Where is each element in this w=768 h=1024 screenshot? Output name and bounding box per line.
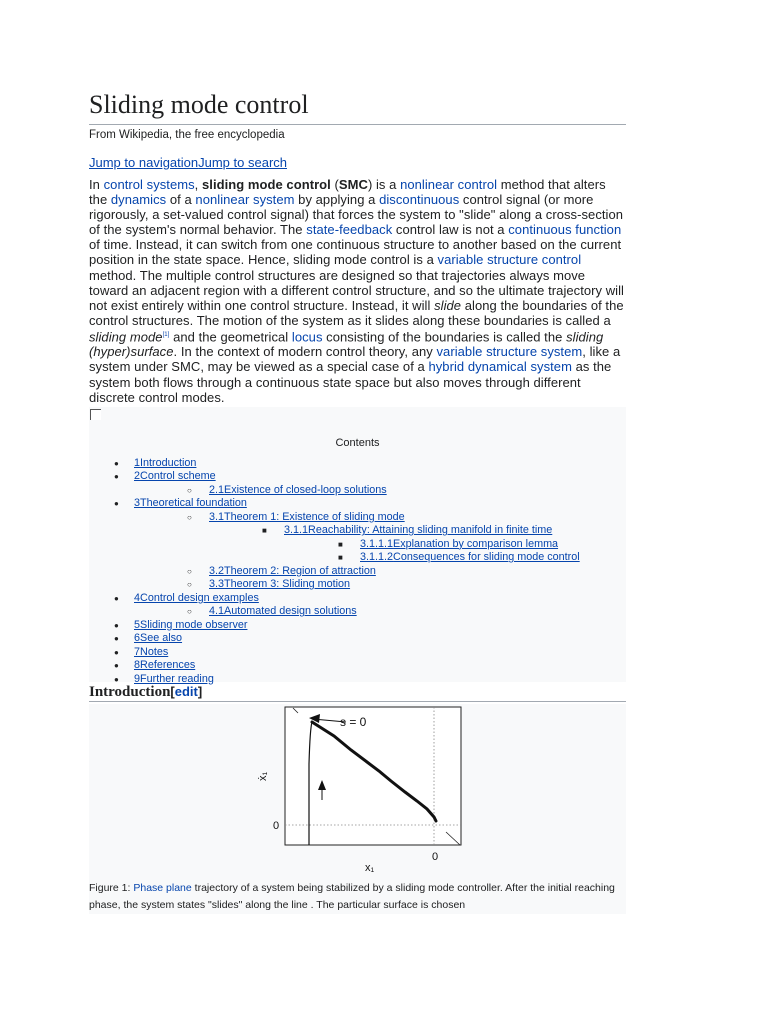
toc-number: 1	[134, 456, 141, 469]
jump-to-search-link[interactable]: Jump to search	[198, 155, 287, 170]
toc-item[interactable]	[89, 592, 626, 606]
y-axis-label: ẋ₁	[257, 771, 269, 781]
toc-label: Control design examples	[140, 591, 259, 604]
jump-to-navigation-link[interactable]: Jump to navigation	[89, 155, 199, 170]
toc-item[interactable]	[89, 511, 626, 525]
figure-1	[89, 704, 626, 914]
toc-bullet: ○	[187, 580, 192, 590]
toc-link[interactable]	[134, 673, 214, 685]
toc-item[interactable]	[89, 578, 626, 592]
toc-number: 3.1.1.2	[360, 551, 394, 564]
toc-label: Consequences for sliding mode control	[393, 551, 580, 564]
section-heading-introduction: Introduction[edit]	[89, 683, 626, 702]
figure-caption: Figure 1: Phase plane trajectory of a system being stabilized by a sliding mode controller. After the initial reaching phase, the system states "slides" along the line . The particular surface is chosen	[89, 881, 615, 911]
toc-bullet: ●	[114, 458, 119, 468]
toc-number: 3.1	[209, 510, 225, 523]
toc-number: 9	[134, 672, 141, 685]
toc-number: 3.3	[209, 578, 225, 591]
toc-link[interactable]	[134, 632, 182, 644]
link-locus[interactable]: locus	[291, 329, 323, 345]
link-variable-structure-system[interactable]: variable structure system	[436, 344, 583, 360]
x-axis-label: x₁	[365, 861, 375, 874]
toc-bullet: ■	[338, 539, 343, 549]
link-variable-structure-control[interactable]: variable structure control	[437, 252, 582, 268]
toc-item[interactable]	[89, 538, 626, 552]
link-dynamics[interactable]: dynamics	[110, 192, 167, 208]
toc-number: 6	[134, 632, 141, 645]
toc-link[interactable]	[360, 538, 558, 550]
link-control-systems[interactable]: control systems	[103, 177, 195, 192]
toc-label: Existence of closed-loop solutions	[224, 483, 387, 496]
toc-item[interactable]	[89, 484, 626, 498]
toc-label: Automated design solutions	[224, 605, 357, 618]
toc-link[interactable]	[134, 497, 247, 509]
toc-link[interactable]	[134, 592, 259, 604]
toc-number: 7	[134, 645, 141, 658]
toc-item[interactable]	[89, 673, 626, 687]
toc-label: See also	[140, 632, 183, 645]
toc-bullet: ●	[114, 620, 119, 630]
toc-link[interactable]	[209, 484, 387, 496]
toc-number: 3.1.1	[284, 524, 309, 537]
site-tagline: From Wikipedia, the free encyclopedia	[89, 129, 285, 141]
toc-item[interactable]	[89, 565, 626, 579]
toc-link[interactable]	[134, 659, 195, 671]
toc-item[interactable]	[89, 457, 626, 471]
toc-bullet: ●	[114, 661, 119, 671]
article	[89, 88, 626, 914]
toc-link[interactable]	[134, 646, 168, 658]
toc-bullet: ●	[114, 647, 119, 657]
jump-links	[89, 155, 626, 170]
toc-number: 8	[134, 659, 141, 672]
toc-bullet: ●	[114, 674, 119, 684]
toc-bullet: ●	[114, 593, 119, 603]
edit-section-link[interactable]: edit	[174, 683, 198, 699]
toc-item[interactable]	[89, 605, 626, 619]
toc-toggle-checkbox[interactable]	[90, 409, 101, 420]
page-title: Sliding mode control	[89, 88, 626, 125]
toc-number: 2.1	[209, 483, 225, 496]
toc-bullet: ○	[187, 566, 192, 576]
citation-1[interactable]: [1]	[162, 331, 170, 338]
toc-label: Further reading	[140, 672, 214, 685]
phase-plane-plot	[89, 704, 626, 879]
toc-item[interactable]	[89, 646, 626, 660]
toc-label: Theorem 3: Sliding motion	[224, 578, 351, 591]
toc-bullet: ●	[114, 499, 119, 509]
intro-paragraph: In control systems, sliding mode control (SMC) is a nonlinear control method that alters the dynamics of a nonlinear system by applying a discontinuous control signal (or more rigorously, a set-valued control signal) that forces the system to "slide" along a cross-section of the system's normal behavior. The state-feedback control law is not a continuous function of time. Instead, it can switch from one continuous structure to another based on the current position in the state space. Hence, sliding mode control is a variable structure control method. The multiple control structures are designed so that trajectories always move toward an adjacent region with a different control structure, and so the ultimate trajectory will not exist entirely within one control structure. Instead, it will slide along the boundaries of the control structures. The motion of the system as it slides along these boundaries is called a sliding mode[1] and the geometrical locus consisting of the boundaries is called the sliding (hyper)surface. In the context of modern control theory, any variable structure system, like a system under SMC, may be viewed as a special case of a hybrid dynamical system as the system both flows through a continuous state space but also moves through different discrete control modes.	[89, 177, 624, 405]
toc-number: 4.1	[209, 605, 225, 618]
x-zero-label: 0	[432, 850, 439, 863]
toc-label: Theoretical foundation	[140, 497, 247, 510]
toc-label: Introduction	[140, 456, 197, 469]
toc-number: 3.2	[209, 564, 225, 577]
toc-label: Sliding mode observer	[140, 618, 248, 631]
toc-number: 3.1.1.1	[360, 537, 394, 550]
toc-label: Theorem 2: Region of attraction	[224, 564, 376, 577]
toc-label: Explanation by comparison lemma	[393, 537, 559, 550]
toc-link[interactable]	[134, 457, 196, 469]
toc-link[interactable]	[209, 578, 350, 590]
toc-label: References	[140, 659, 196, 672]
toc-number: 4	[134, 591, 141, 604]
toc-label: Theorem 1: Existence of sliding mode	[224, 510, 405, 523]
link-continuous-function[interactable]: continuous function	[508, 222, 622, 238]
toc-bullet: ■	[338, 553, 343, 563]
toc-bullet: ○	[187, 485, 192, 495]
toc-link[interactable]	[284, 524, 552, 536]
link-state-feedback[interactable]: state-feedback	[306, 222, 393, 238]
toc-number: 2	[134, 470, 141, 483]
link-nonlinear-system[interactable]: nonlinear system	[195, 192, 295, 208]
toc-link[interactable]	[134, 470, 216, 482]
toc-link[interactable]	[134, 619, 247, 631]
link-phase-plane[interactable]: Phase plane	[133, 881, 192, 894]
table-of-contents	[89, 407, 626, 685]
toc-bullet: ■	[262, 526, 267, 536]
toc-label: Control scheme	[140, 470, 216, 483]
toc-link[interactable]	[360, 551, 580, 563]
toc-bullet: ●	[114, 472, 119, 482]
toc-item[interactable]	[89, 659, 626, 673]
toc-item[interactable]	[89, 619, 626, 633]
link-hybrid-dynamical-system[interactable]: hybrid dynamical system	[428, 359, 572, 375]
toc-item[interactable]	[89, 470, 626, 484]
toc-bullet: ○	[187, 607, 192, 617]
toc-item[interactable]	[89, 632, 626, 646]
toc-number: 5	[134, 618, 141, 631]
toc-label: Reachability: Attaining sliding manifold in finite time	[308, 524, 553, 537]
toc-title: Contents	[335, 436, 380, 449]
y-zero-label: 0	[273, 819, 280, 832]
link-discontinuous[interactable]: discontinuous	[379, 192, 460, 208]
toc-label: Notes	[140, 645, 169, 658]
toc-link[interactable]	[209, 511, 405, 523]
toc-bullet: ○	[187, 512, 192, 522]
toc-item[interactable]	[89, 497, 626, 511]
link-nonlinear-control[interactable]: nonlinear control	[400, 177, 498, 192]
toc-link[interactable]	[209, 605, 357, 617]
surface-label: s = 0	[340, 714, 367, 729]
toc-item[interactable]	[89, 524, 626, 538]
toc-item[interactable]	[89, 551, 626, 565]
toc-link[interactable]	[209, 565, 376, 577]
toc-list	[89, 457, 626, 687]
toc-bullet: ●	[114, 634, 119, 644]
toc-number: 3	[134, 497, 141, 510]
